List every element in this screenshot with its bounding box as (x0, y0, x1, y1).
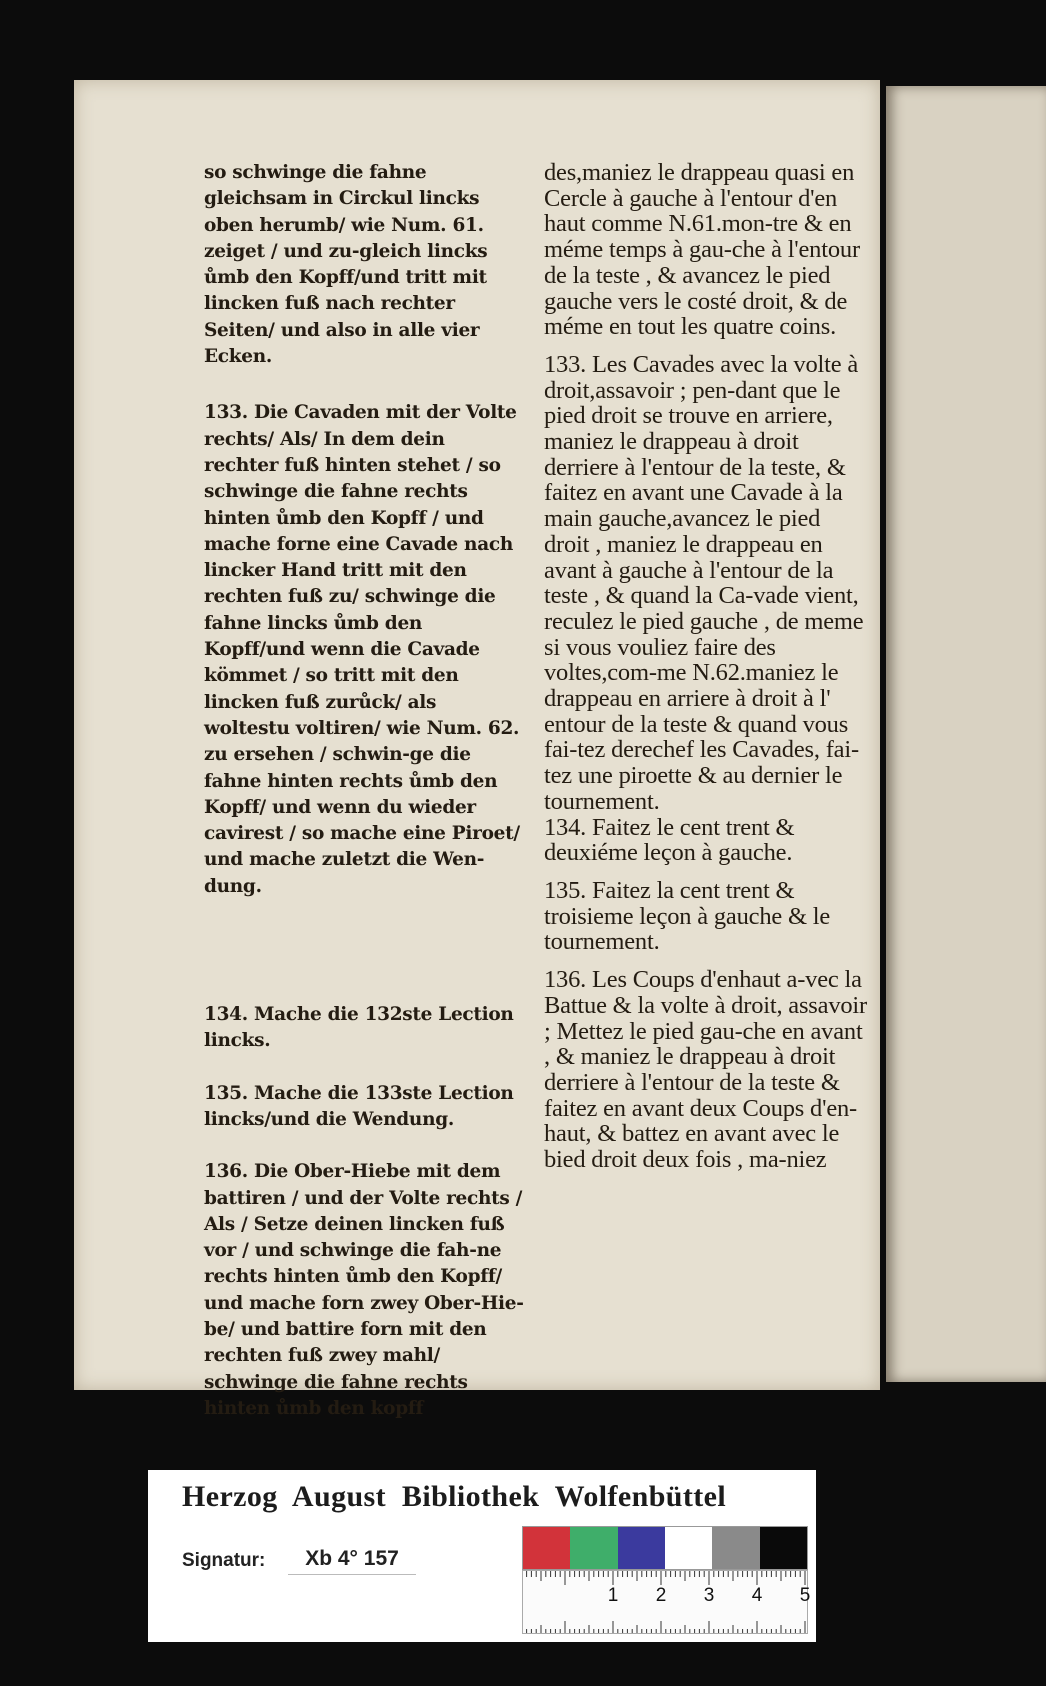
german-paragraph-intro: so schwinge die fahne gleichsam in Circkul lincks oben herumb/ wie Num. 61. zeiget / und zu-gleich lincks ůmb den Kopff/und tritt mit lincken fuß nach rechter Seiten/ und also in alle vier Ecken. (204, 162, 488, 368)
german-text-column (204, 160, 524, 1422)
signature-value: Xb 4° 157 (288, 1544, 416, 1575)
french-paragraph-133: 133. Les Cavades avec la volte à droit,assavoir ; pen-dant que le pied droit se trouve en arriere, maniez le drappeau à droit derriere à l'entour de la teste, & faitez en avant une Cavade à la main gauche,avancez le pied droit , maniez le drappeau en avant à gauche à l'entour de la teste , & quand la Ca-vade vient, reculez le pied gauche , de meme si vous vouliez faire des voltes,com-me N.62.maniez le drappeau en arriere à droit à l' entour de la teste & quand vous fai-tez derechef les Cavades, fai-tez une piroette & au dernier le tournement. (544, 350, 864, 815)
adjacent-page-edge (886, 86, 1046, 1382)
german-paragraph-136: 136. Die Ober-Hiebe mit dem battiren / und der Volte rechts / Als / Setze deinen lincken fuß vor / und schwinge die fah-ne rechts hinten ůmb den Kopff/ und mache forn zwey Ober-Hie-be/ und battire forn mit den rechten fuß zwey mahl/ schwinge die fahne rechts hinten ůmb den kopff (204, 1161, 524, 1419)
color-swatch-1 (523, 1527, 570, 1569)
color-calibration-strip (522, 1526, 808, 1570)
color-swatch-5 (712, 1527, 759, 1569)
french-paragraph-intro: des,maniez le drappeau quasi en Cercle à gauche à l'entour d'en haut comme N.61.mon-tre & en méme temps à gau-che à l'entour de la teste , & avancez le pied gauche vers le costé droit, & de méme en tout les quatre coins. (544, 159, 860, 341)
color-swatch-6 (760, 1527, 807, 1569)
ruler-number: 3 (703, 1585, 715, 1606)
german-paragraph-135: 135. Mache die 133ste Lection lincks/und die Wendung. (204, 1082, 514, 1130)
ruler-number: 5 (799, 1585, 811, 1606)
french-paragraph-135: 135. Faitez la cent trent & troisieme leçon à gauche & le tournement. (544, 876, 831, 956)
french-text-column (544, 160, 870, 1173)
measurement-ruler (522, 1570, 811, 1634)
signature-label: Signatur: (182, 1550, 266, 1571)
ruler-number: 2 (655, 1585, 667, 1606)
french-paragraph-136: 136. Les Coups d'enhaut a-vec la Battue & la volte à droit, assavoir ; Mettez le pied gau-che en avant , & maniez le drappeau à droit derriere à l'entour de la teste & faitez en avant deux Coups d'en-haut, & battez en avant avec le bied droit deux fois , ma-niez (544, 966, 867, 1174)
color-swatch-2 (570, 1527, 617, 1569)
color-swatch-3 (618, 1527, 665, 1569)
library-label-card (148, 1470, 816, 1642)
color-swatch-4 (665, 1527, 712, 1569)
ruler-number: 1 (607, 1585, 619, 1606)
french-paragraph-134: 134. Faitez le cent trent & deuxiéme leçon à gauche. (544, 813, 795, 867)
german-paragraph-134: 134. Mache die 132ste Lection lincks. (204, 1004, 514, 1052)
german-paragraph-133: 133. Die Cavaden mit der Volte rechts/ Als/ In dem dein rechter fuß hinten stehet / so schwinge die fahne rechts hinten ůmb den Kopff / und mache forne eine Cavade nach lincker Hand tritt mit den rechten fuß zu/ schwinge die fahne lincks ůmb den Kopff/und wenn die Cavade kömmet / so tritt mit den lincken fuß zurůck/ als woltestu voltiren/ wie Num. 62. zu ersehen / schwin-ge die fahne hinten rechts ůmb den Kopff/ und wenn du wieder cavirest / so mache eine Piroet/ und mache zuletzt die Wen-dung. (204, 402, 520, 897)
ruler-number: 4 (751, 1585, 763, 1606)
library-name: Herzog August Bibliothek Wolfenbüttel (182, 1480, 727, 1513)
